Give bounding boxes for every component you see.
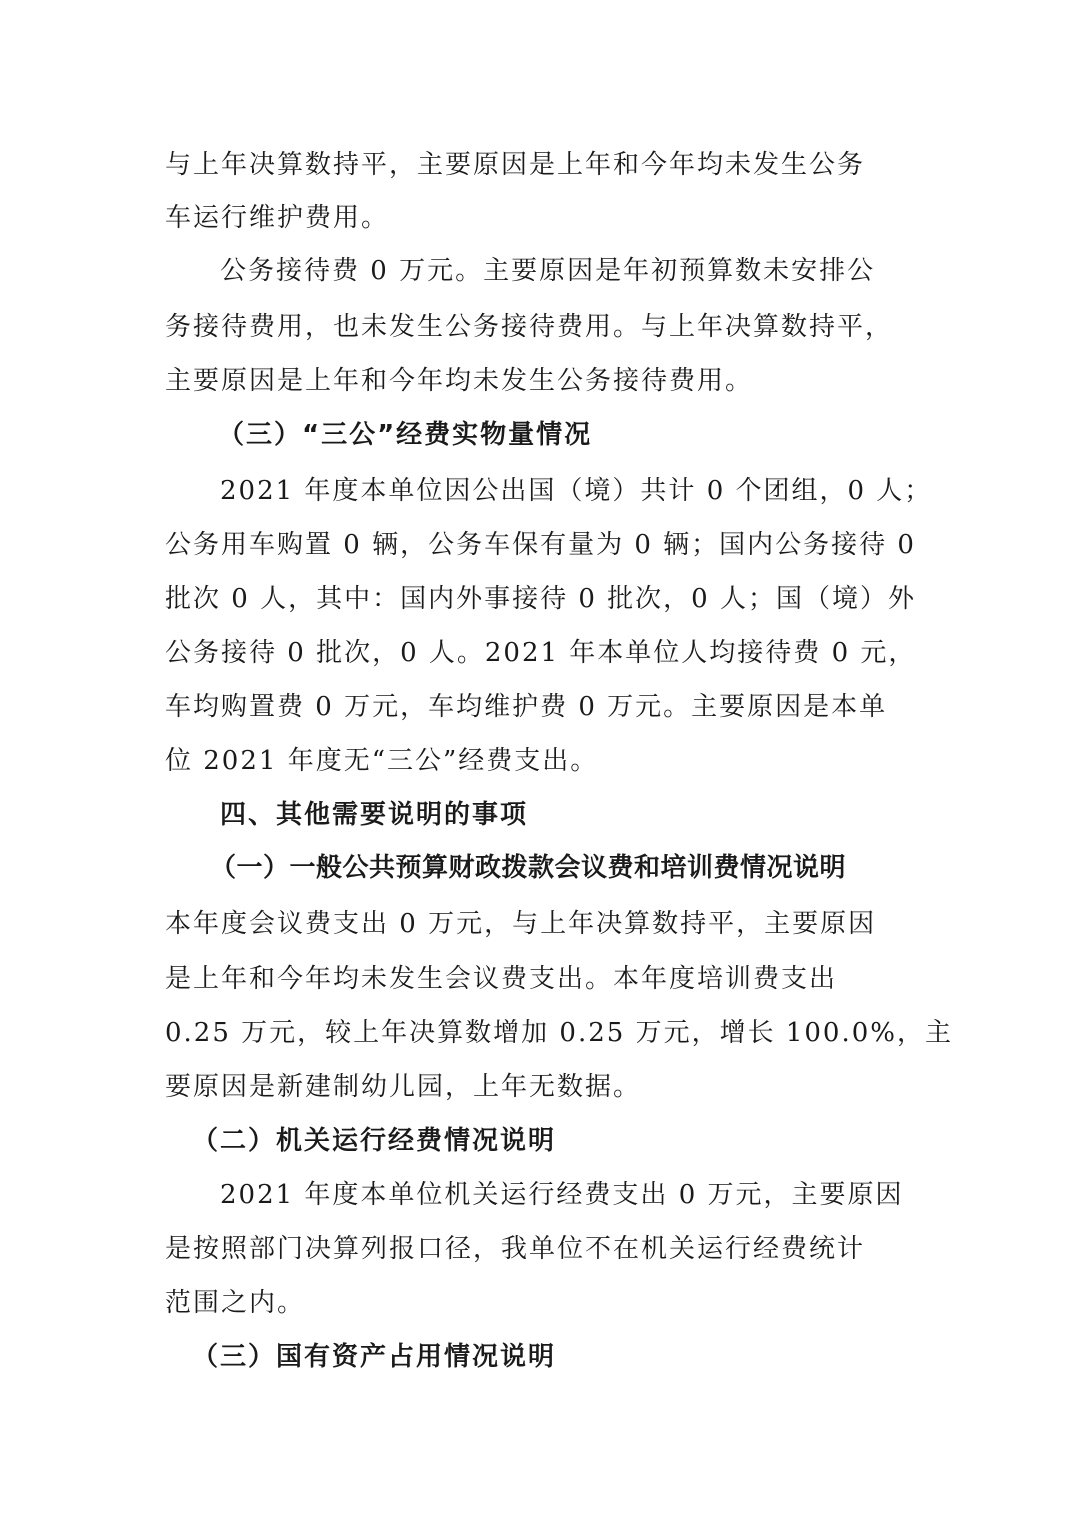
body-text-line: 要原因是新建制幼儿园，上年无数据。 [165,1072,642,1102]
body-text-line: 本年度会议费支出 0 万元，与上年决算数持平，主要原因 [165,909,877,939]
body-text-line: 是上年和今年均未发生会议费支出。本年度培训费支出 [165,964,838,994]
body-text-line: 批次 0 人，其中：国内外事接待 0 批次，0 人；国（境）外 [165,584,916,614]
body-text-line: 公务接待费 0 万元。主要原因是年初预算数未安排公 [220,256,876,286]
body-text-line: 公务接待 0 批次，0 人。2021 年本单位人均接待费 0 元， [165,638,917,668]
body-text-line: 位 2021 年度无“三公”经费支出。 [165,746,599,776]
section-heading: （二）机关运行经费情况说明 [192,1126,557,1156]
body-text-line: 主要原因是上年和今年均未发生公务接待费用。 [165,366,754,396]
chapter-heading: 四、其他需要说明的事项 [220,800,529,830]
body-text-line: 0.25 万元，较上年决算数增加 0.25 万元，增长 100.0%，主 [165,1018,953,1048]
body-text-line: 与上年决算数持平，主要原因是上年和今年均未发生公务 [165,150,866,180]
body-text-line: 务接待费用，也未发生公务接待费用。与上年决算数持平， [165,312,894,342]
section-heading: （一）一般公共预算财政拨款会议费和培训费情况说明 [210,853,847,883]
body-text-line: 2021 年度本单位机关运行经费支出 0 万元，主要原因 [220,1180,904,1210]
body-text-line: 车均购置费 0 万元，车均维护费 0 万元。主要原因是本单 [165,692,888,722]
section-heading: （三）“三公”经费实物量情况 [218,420,593,450]
body-text-line: 2021 年度本单位因公出国（境）共计 0 个团组，0 人； [220,476,933,506]
body-text-line: 车运行维护费用。 [165,203,390,233]
section-heading: （三）国有资产占用情况说明 [192,1342,557,1372]
body-text-line: 范围之内。 [165,1288,306,1318]
body-text-line: 是按照部门决算列报口径，我单位不在机关运行经费统计 [165,1234,866,1264]
body-text-line: 公务用车购置 0 辆，公务车保有量为 0 辆；国内公务接待 0 [165,530,916,560]
